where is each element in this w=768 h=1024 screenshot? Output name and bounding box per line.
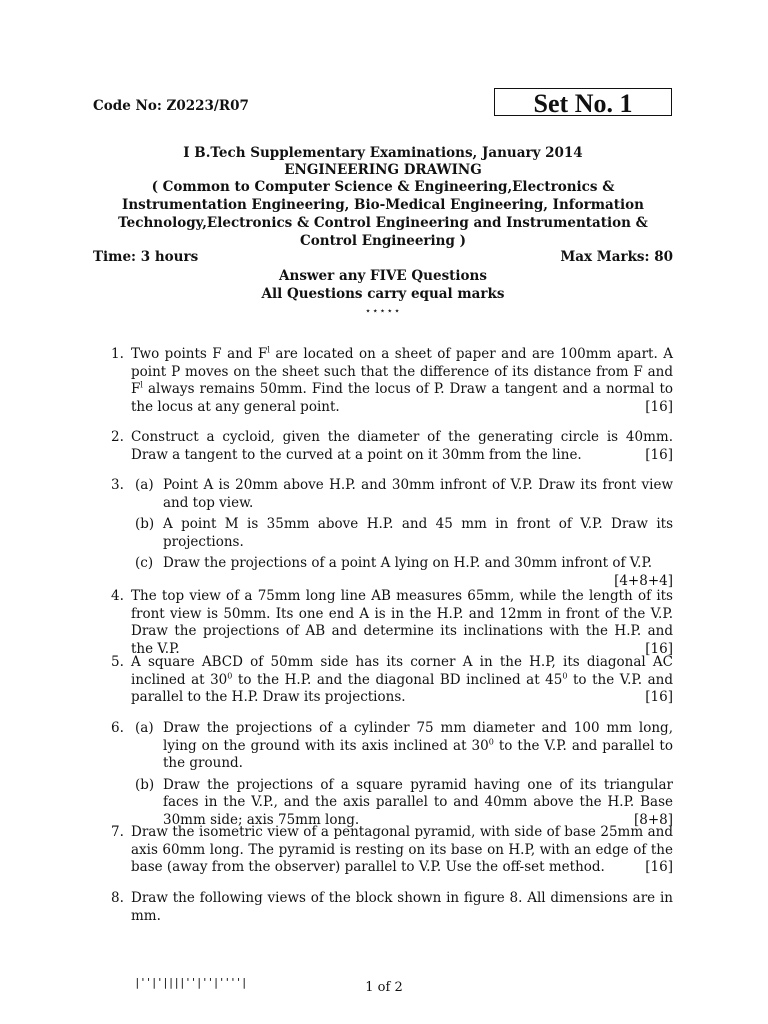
question-1 [111,346,673,416]
question-3b: (b) A point M is 35mm above H.P. and 45 mm in front of V.P. Draw its projections. [135,516,673,550]
question-6 [111,720,673,830]
question-number: 6. [111,720,124,736]
question-marks: [4+8+4] [614,572,673,589]
question-number: 7. [111,824,124,840]
question-marks: [16] [645,398,673,415]
question-marks: [16] [645,446,673,463]
question-number: 1. [111,346,124,362]
time-label: Time: 3 hours [93,249,199,265]
question-text: The top view of a 75mm long line AB measures 65mm, while the length of its front view is 50mm. Its one end A is in the H.P. and 12mm in front of the V.P. Draw the projections of AB and determine its inclinations with the H.P. and the V.P. [16] [131,588,673,657]
question-6a: (a) Draw the projections of a cylinder 75 mm diameter and 100 mm long, lying on the ground with its axis inclined at $30^0$ to the V.P. and parallel to the ground. [135,720,673,772]
set-number-box: Set No. 1 [494,88,672,116]
barcode: |''|'||||''|''|''''| [134,976,247,989]
question-2 [111,429,673,464]
instruction-answer-five: Answer any FIVE Questions [279,268,487,284]
question-number: 5. [111,654,124,670]
question-text: Two points F and $F^l$ are located on a sheet of paper and are 100mm apart. A point P moves on the sheet such that the difference of its distance from F and $F^l$ always remains 50mm. Find the locus of P. Draw a tangent and a normal to the locus at any general point. [16] [131,345,673,415]
subject-title: ENGINEERING DRAWING [284,162,482,178]
question-number: 3. [111,477,124,493]
question-number: 2. [111,429,124,445]
question-text: Draw the isometric view of a pentagonal pyramid, with side of base 25mm and axis 60mm long. The pyramid is resting on its base on H.P, with an edge of the base (away from the observer) parallel to V.P. Use the off-set method. [16] [131,824,673,876]
question-7 [111,824,673,877]
question-number: 8. [111,890,124,906]
question-8 [111,890,673,925]
question-4 [111,588,673,658]
common-to-note: ( Common to Computer Science & Engineering,Electronics & Instrumentation Engineering, Bio-Medical Engineering, Information Technology,Electronics & Control Engineering and Instrumentation & Control Engineering ) [118,179,648,249]
question-number: 4. [111,588,124,604]
code-number: Code No: Z0223/R07 [93,98,249,114]
question-marks: [8+8] [633,811,673,828]
page-number: 1 of 2 [365,980,403,995]
question-marks: [16] [645,640,673,657]
instruction-equal-marks: All Questions carry equal marks [261,286,505,302]
time-marks-row [93,249,673,265]
question-6b: (b) Draw the projections of a square pyramid having one of its triangular faces in the V.P., and the axis parallel to and 40mm above the H.P. Base 30mm side; axis 75mm long. [8+8] [135,776,673,828]
question-3a: (a) Point A is 20mm above H.P. and 30mm infront of V.P. Draw its front view and top view. [135,477,673,511]
exam-title: I B.Tech Supplementary Examinations, January 2014 [183,145,583,161]
question-marks: [16] [645,689,673,706]
stars-divider: ⋆⋆⋆⋆⋆ [364,306,402,317]
question-text: Construct a cycloid, given the diameter of the generating circle is 40mm. Draw a tangent to the curved at a point on it 30mm from the line. [16] [131,429,673,463]
question-5 [111,654,673,707]
question-text: Draw the following views of the block shown in figure 8. All dimensions are in mm. [131,890,673,924]
max-marks-label: Max Marks: 80 [560,249,673,265]
question-marks: [16] [645,859,673,876]
question-3c: (c) Draw the projections of a point A lying on H.P. and 30mm infront of V.P. [135,555,653,572]
question-text: A square ABCD of 50mm side has its corner A in the H.P, its diagonal AC inclined at $30^0$ to the H.P. and the diagonal BD inclined at $45^0$ to the V.P. and parallel to the H.P. Draw its projections. [16] [131,654,673,706]
question-3 [111,477,673,591]
